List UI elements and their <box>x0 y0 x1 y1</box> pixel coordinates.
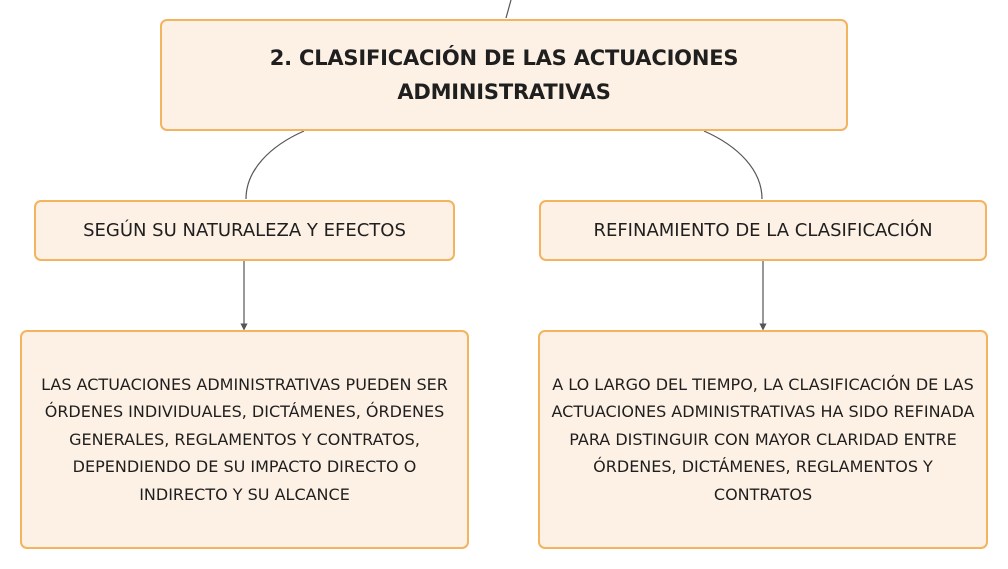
detail-node-text: LAS ACTUACIONES ADMINISTRATIVAS PUEDEN SER ÓRDENES INDIVIDUALES, DICTÁMENES, ÓRDENES GENERALES, REGLAMENTOS Y CONTRATOS, DEPENDIENDO DE SU IMPACTO DIRECTO O INDIRECTO Y SU ALCANCE <box>41 374 448 504</box>
root-to-right-connector <box>704 131 762 199</box>
branch-node-naturaleza[interactable] <box>34 200 455 261</box>
detail-node-refinamiento[interactable] <box>538 330 988 549</box>
detail-node-naturaleza[interactable] <box>20 330 469 549</box>
branch-node-refinamiento[interactable] <box>539 200 987 261</box>
root-node[interactable] <box>160 19 848 131</box>
branch-node-label: REFINAMIENTO DE LA CLASIFICACIÓN <box>593 220 933 241</box>
branch-node-label: SEGÚN SU NATURALEZA Y EFECTOS <box>83 220 406 241</box>
incoming-connector <box>506 0 511 18</box>
root-to-left-connector <box>246 131 304 199</box>
detail-node-text: A LO LARGO DEL TIEMPO, LA CLASIFICACIÓN DE LAS ACTUACIONES ADMINISTRATIVAS HA SIDO REFINADA PARA DISTINGUIR CON MAYOR CLARIDAD ENTRE ÓRDENES, DICTÁMENES, REGLAMENTOS Y CONTRATOS <box>551 374 975 504</box>
root-node-label: 2. CLASIFICACIÓN DE LAS ACTUACIONES ADMINISTRATIVAS <box>269 46 739 104</box>
